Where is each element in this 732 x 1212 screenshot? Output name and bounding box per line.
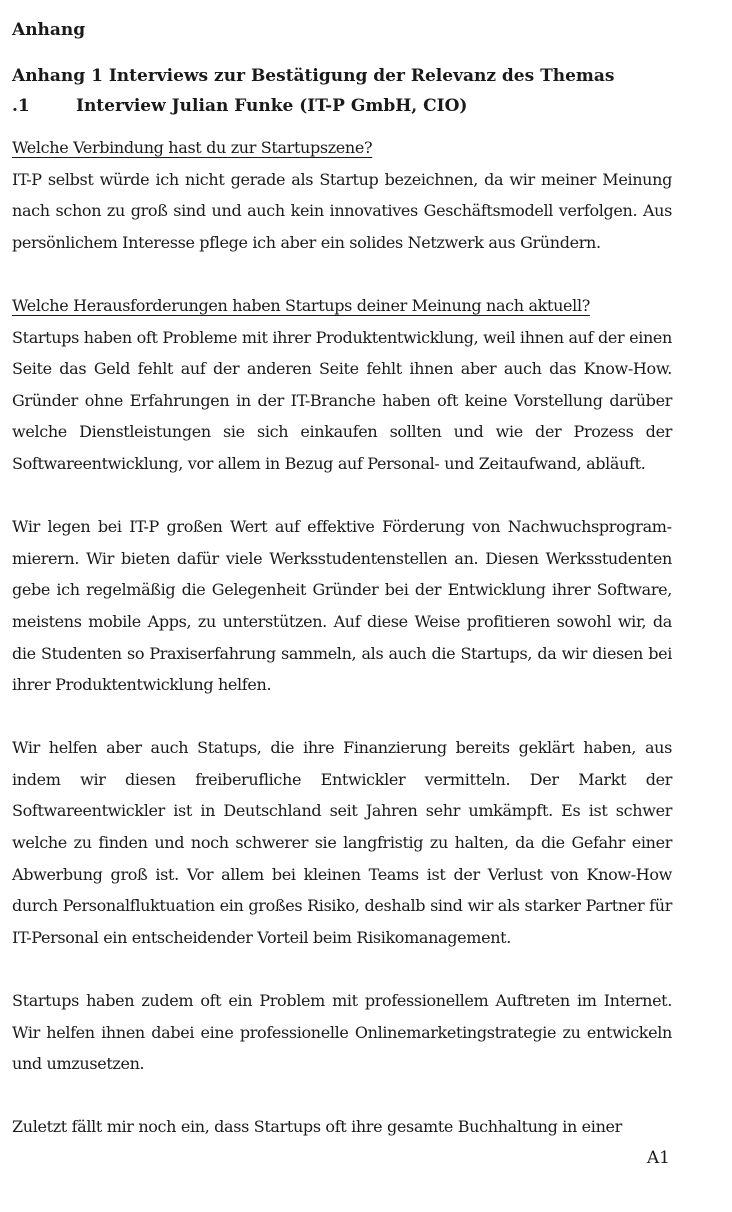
page-number: A1	[646, 1148, 670, 1168]
interview-answer: Startups haben zudem oft ein Problem mit professionellem Auftreten im Internet. Wir helfen ihnen dabei eine professionelle Onlinemarketingstrategie zu entwickeln und umzusetzen.	[12, 991, 672, 1074]
paragraph-gap	[12, 258, 672, 290]
subsection-number: .1	[12, 96, 30, 116]
section-title: Anhang 1 Interviews zur Bestätigung der Relevanz des Themas	[12, 66, 615, 86]
subsection-title: Interview Julian Funke (IT-P GmbH, CIO)	[76, 96, 468, 116]
interview-answer: Startups haben oft Probleme mit ihrer Produktentwicklung, weil ihnen auf der einen Seite das Geld fehlt auf der anderen Seite fehlt ihnen aber auch das Know-How. Gründer ohne Erfahrungen in der IT-Branche haben oft keine Vorstellung darüber welche Dienstleistungen sie sich einkaufen sollten und wie der Prozess der Softwareentwicklung, vor allem in Bezug auf Personal- und Zeitaufwand, abläuft.	[12, 327, 672, 473]
interview-answer: Zuletzt fällt mir noch ein, dass Startups oft ihre gesamte Buchhaltung in einer	[12, 1117, 622, 1137]
question-text: Welche Herausforderungen haben Startups deiner Meinung nach aktuell?	[12, 295, 590, 315]
interview-question	[12, 132, 672, 164]
interview-question	[12, 290, 672, 322]
interview-answer: Wir helfen aber auch Statups, die ihre Finanzierung bereits geklärt haben, aus indem wir diesen freiberufliche Entwickler vermitteln. Der Markt der Softwareentwickler ist in Deutschland seit Jahren sehr umkämpft. Es ist schwer welche zu finden und noch schwerer sie langfristig zu halten, da die Gefahr einer Abwerbung groß ist. Vor allem bei kleinen Teams ist der Verlust von Know-How durch Personalfluktuation ein großes Risiko, deshalb sind wir als starker Partner für IT-Personal ein entscheidender Vorteil beim Risikomanagement.	[12, 738, 672, 947]
interview-answer: IT-P selbst würde ich nicht gerade als Startup bezeichnen, da wir meiner Meinung nach schon zu groß sind und auch kein innovatives Geschäftsmodell verfolgen. Aus persönlichem Interesse pflege ich aber ein solides Netzwerk aus Gründern.	[12, 169, 672, 252]
question-text: Welche Verbindung hast du zur Startupszene?	[12, 138, 373, 157]
interview-body	[12, 132, 672, 1143]
interview-answer: Wir legen bei IT-P großen Wert auf effektive Förderung von Nachwuchsprogrammierern. Wir bieten dafür viele Werksstudentenstellen an. Diesen Werksstudenten gebe ich regelmäßig die Gelegenheit Gründer bei der Entwicklung ihrer Software, meistens mobile Apps, zu unterstützen. Auf diese Weise profitieren sowohl wir, da die Studenten so Praxiserfahrung sammeln, als auch die Startups, da wir diesen bei ihrer Produktentwicklung helfen.	[12, 517, 672, 695]
paragraph-gap	[12, 953, 672, 985]
paragraph-gap	[12, 480, 672, 512]
paragraph-gap	[12, 1080, 672, 1112]
chapter-title: Anhang	[12, 20, 86, 40]
paragraph-gap	[12, 701, 672, 733]
subsection-heading	[12, 94, 467, 118]
